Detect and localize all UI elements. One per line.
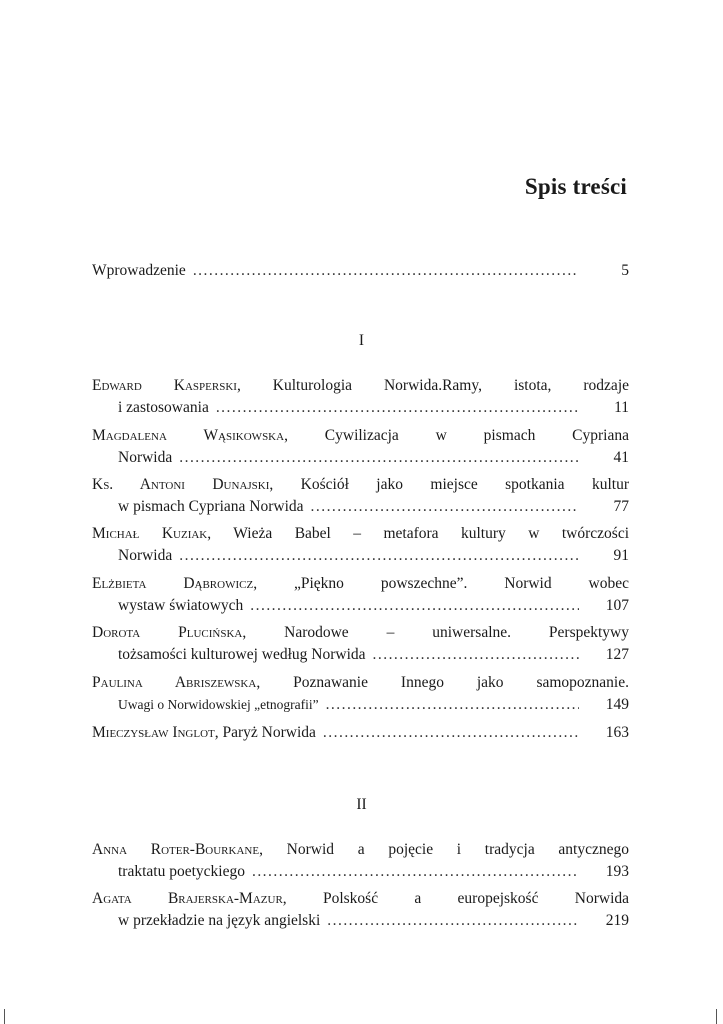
toc-title-line1: , Poznawanie Innego jako samopoznanie.: [256, 674, 629, 691]
toc-author: Edward Kasperski: [92, 377, 237, 394]
toc-entry[interactable]: [92, 375, 629, 419]
page-title: Spis treści: [524, 174, 627, 199]
crop-mark-left: [4, 1009, 5, 1024]
toc-entry-title: Wprowadzenie: [92, 262, 186, 279]
toc-author: Dorota Plucińska: [92, 624, 243, 641]
toc-author: Michał Kuziak: [92, 525, 208, 542]
dot-leader: [179, 447, 579, 469]
dot-leader: [252, 861, 579, 883]
toc-entry[interactable]: [92, 573, 629, 617]
dot-leader: [179, 545, 579, 567]
toc-author: Anna Roter-Bourkane: [92, 841, 260, 858]
toc-page-number: 5: [621, 262, 629, 279]
toc-page-number: 163: [605, 724, 629, 741]
section-label: II: [356, 796, 367, 813]
toc-entry[interactable]: [92, 523, 629, 567]
dot-leader: [250, 595, 579, 617]
toc-entry[interactable]: [92, 839, 629, 883]
toc-entry[interactable]: [92, 888, 629, 932]
toc-page-number: 77: [613, 498, 629, 515]
toc-title-line2: i zastosowania: [118, 399, 209, 416]
toc-title-line1: , Kościół jako miejsce spotkania kultur: [269, 476, 629, 493]
toc-title-line2: wystaw światowych: [118, 597, 244, 614]
toc-title-line1: , Cywilizacja w pismach Cypriana: [284, 427, 629, 444]
toc-page-number: 91: [613, 547, 629, 564]
toc-entry-intro[interactable]: [92, 260, 629, 282]
toc-title-line1: , Kulturologia Norwida.Ramy, istota, rodzaje: [236, 377, 630, 394]
toc-title-line1: , „Piękno powszechne”. Norwid wobec: [253, 575, 629, 592]
dot-leader: [193, 260, 579, 282]
dot-leader: [216, 397, 579, 419]
toc-page-number: 107: [605, 597, 629, 614]
toc-author: Ks. Antoni Dunajski: [92, 476, 270, 493]
toc-page-number: 41: [613, 449, 629, 466]
toc-entry[interactable]: [92, 425, 629, 469]
toc-title-line2: Uwagi o Norwidowskiej „etnografii”: [118, 697, 319, 712]
toc-author: Mieczysław Inglot: [92, 724, 215, 741]
toc-title-line1: , Narodowe – uniwersalne. Perspektywy: [242, 624, 629, 641]
toc-entry[interactable]: [92, 722, 629, 744]
toc-author: Agata Brajerska-Mazur: [92, 890, 283, 907]
section-label: I: [358, 332, 365, 349]
toc-author: Magdalena Wąsikowska: [92, 427, 285, 444]
toc-title-line1: , Paryż Norwida: [214, 724, 316, 741]
toc-entry[interactable]: [92, 672, 629, 716]
toc-title-line1: , Norwid a pojęcie i tradycja antycznego: [259, 841, 630, 858]
toc-entry[interactable]: [92, 474, 629, 518]
toc-page-number: 149: [605, 696, 629, 713]
dot-leader: [327, 910, 579, 932]
toc-title-line2: w pismach Cypriana Norwida: [118, 498, 304, 515]
toc-page-number: 11: [614, 399, 629, 416]
toc-title-line1: , Polskość a europejskość Norwida: [282, 890, 630, 907]
dot-leader: [311, 496, 579, 518]
dot-leader: [373, 644, 579, 666]
toc-title-line2: traktatu poetyckiego: [118, 863, 245, 880]
toc-title-line2: Norwida: [118, 547, 173, 564]
toc-title-line1: , Wieża Babel – metafora kultury w twórczości: [207, 525, 630, 542]
toc-page-number: 219: [605, 912, 629, 929]
toc-title-line2: w przekładzie na język angielski: [118, 912, 321, 929]
toc-title-line2: Norwida: [118, 449, 173, 466]
toc-page-number: 193: [605, 863, 629, 880]
toc-author: Elżbieta Dąbrowicz: [92, 575, 254, 592]
crop-mark-right: [716, 1009, 717, 1024]
toc-author: Paulina Abriszewska: [92, 674, 257, 691]
toc-entry[interactable]: [92, 622, 629, 666]
toc-title-line2: tożsamości kulturowej według Norwida: [118, 646, 366, 663]
toc-page-number: 127: [605, 646, 629, 663]
dot-leader: [326, 694, 579, 716]
dot-leader: [323, 722, 579, 744]
